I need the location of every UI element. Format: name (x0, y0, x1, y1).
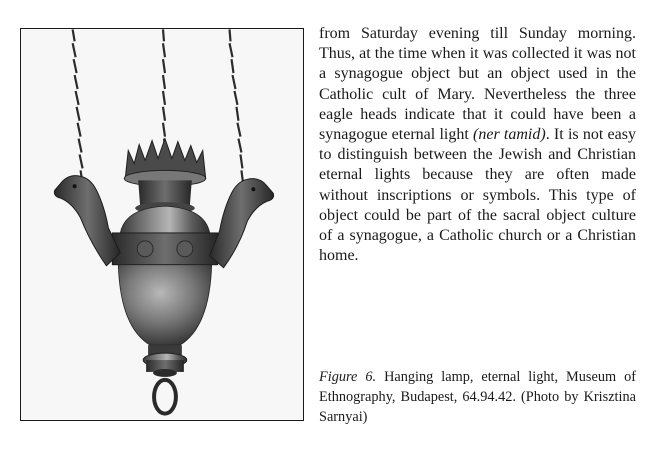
figure-label: Figure 6. (319, 369, 377, 385)
figure-photo (20, 28, 304, 421)
body-text-after-term: . It is not easy to distinguish between the Jewish and Christian eternal lights because they are often made without inscriptions or symbols. This type of object could be part of the sacral object culture of a synagogue, a Catholic church or a Christian home. (319, 126, 636, 265)
body-text-before-term: from Saturday evening till Sunday morning. Thus, at the time when it was collected it was not a synagogue object but an object used in the Catholic cult of Mary. Nevertheless the three eagle heads indicate that it could have been a synagogue eternal light (319, 25, 636, 144)
hanging-lamp-illustration (21, 29, 303, 420)
body-paragraph (319, 24, 636, 266)
caption-text: Hanging lamp, eternal light, Museum of Ethnography, Budapest, 64.94.42. (Photo by Krisztina Sarnyai) (319, 369, 636, 425)
ner-tamid-term: (ner tamid) (473, 126, 546, 144)
lamp-band (112, 233, 217, 265)
body-text (319, 24, 636, 266)
figure-caption (319, 367, 636, 427)
